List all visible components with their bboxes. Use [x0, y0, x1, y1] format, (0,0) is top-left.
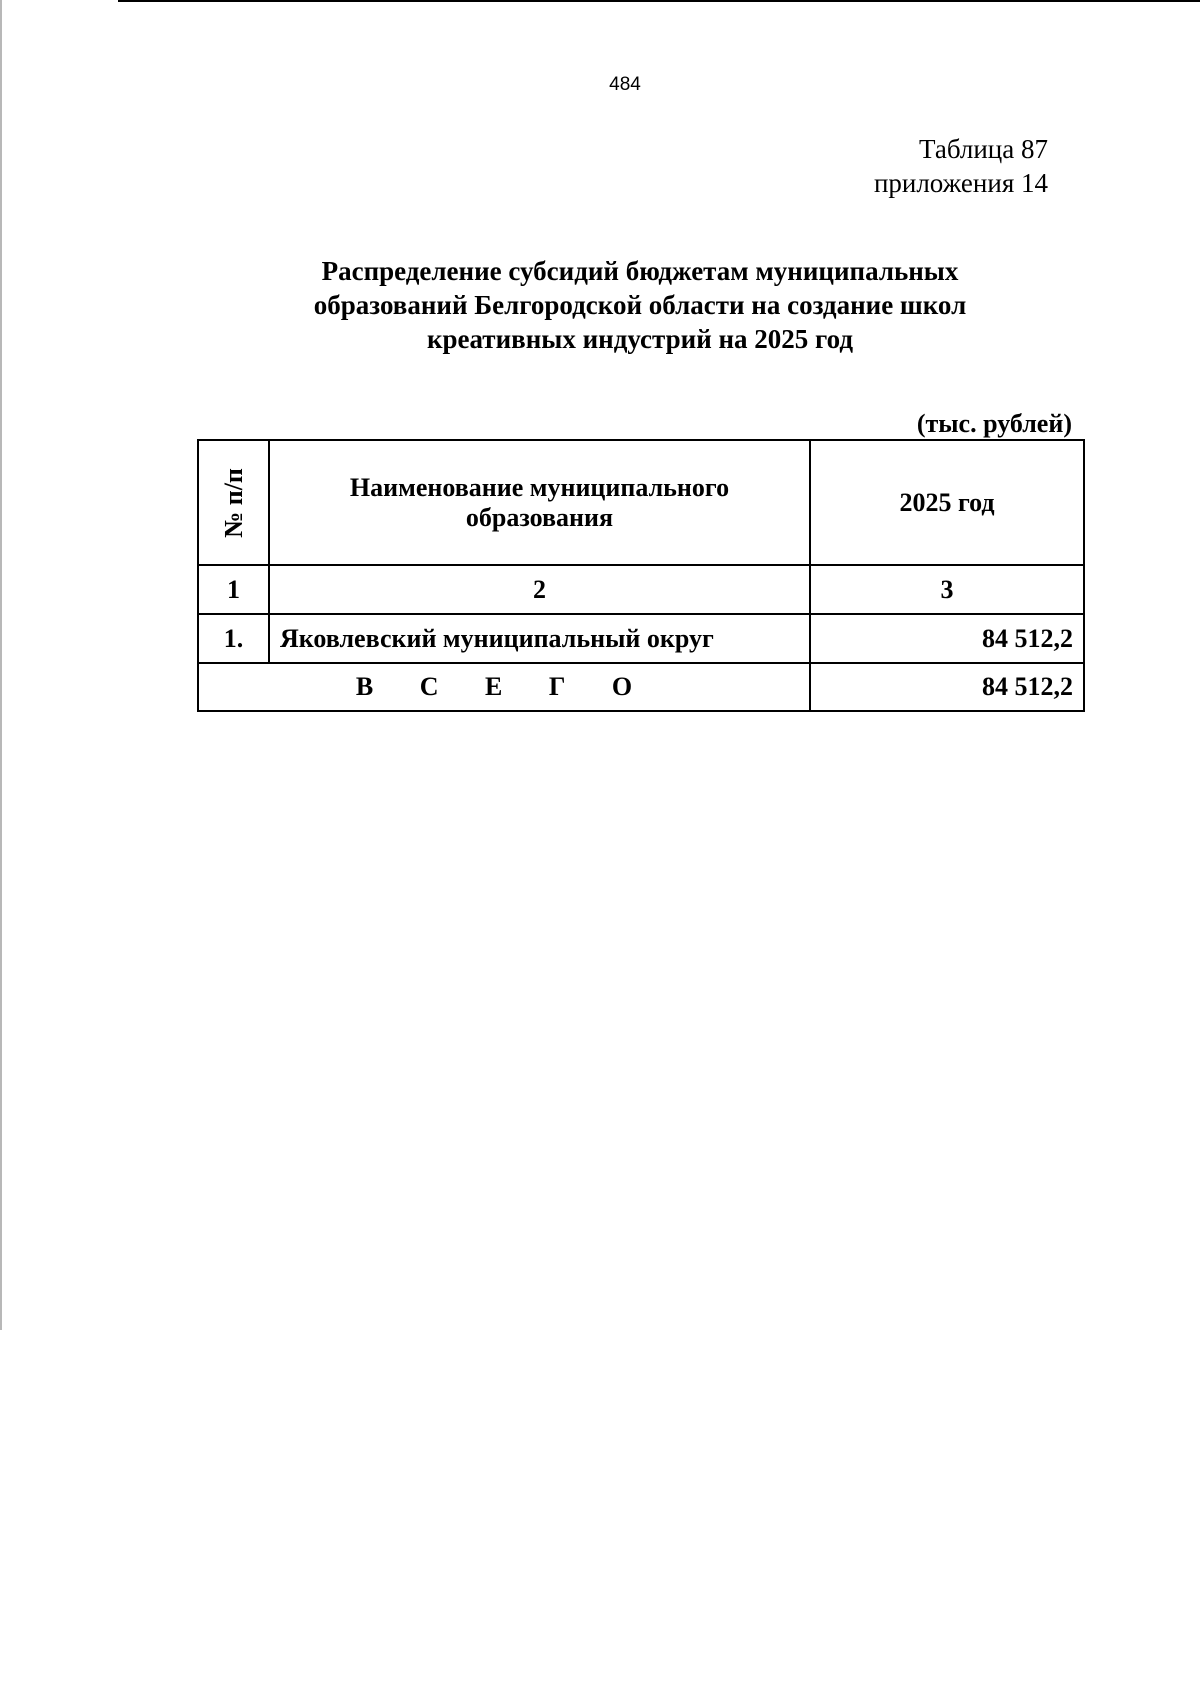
header-num-label: № п/п: [218, 467, 248, 538]
column-index-1: 1: [198, 565, 269, 614]
header-name-line-2: образования: [465, 502, 614, 532]
title-line-1: Распределение субсидий бюджетам муниципальных: [321, 256, 959, 286]
subsidy-value: 84 512,2: [810, 614, 1084, 663]
top-border-rule: [118, 0, 1200, 2]
header-cell-year: 2025 год: [810, 440, 1084, 565]
total-value: 84 512,2: [810, 663, 1084, 711]
title-line-2: образований Белгородской области на создание школ: [313, 290, 967, 320]
appendix-reference: [874, 132, 1048, 200]
page-number: 484: [609, 74, 641, 95]
units-label: (тыс. рублей): [916, 409, 1072, 438]
document-title: [190, 254, 1090, 356]
page-left-edge: [0, 0, 2, 1330]
header-cell-name: [269, 440, 810, 565]
column-index-row: [198, 565, 1084, 614]
total-label: В С Е Г О: [198, 663, 810, 711]
table-row: [198, 614, 1084, 663]
row-number: 1.: [198, 614, 269, 663]
column-index-2: 2: [269, 565, 810, 614]
table-header-row: [198, 440, 1084, 565]
municipality-name: Яковлевский муниципальный округ: [269, 614, 810, 663]
header-cell-num: [198, 440, 269, 565]
appendix-number-label: приложения 14: [873, 168, 1048, 198]
subsidy-table: [197, 439, 1085, 712]
header-name-line-1: Наименование муниципального: [349, 472, 730, 502]
column-index-3: 3: [810, 565, 1084, 614]
table-number-label: Таблица 87: [919, 134, 1048, 164]
title-line-3: креативных индустрий на 2025 год: [426, 324, 854, 354]
total-row: [198, 663, 1084, 711]
